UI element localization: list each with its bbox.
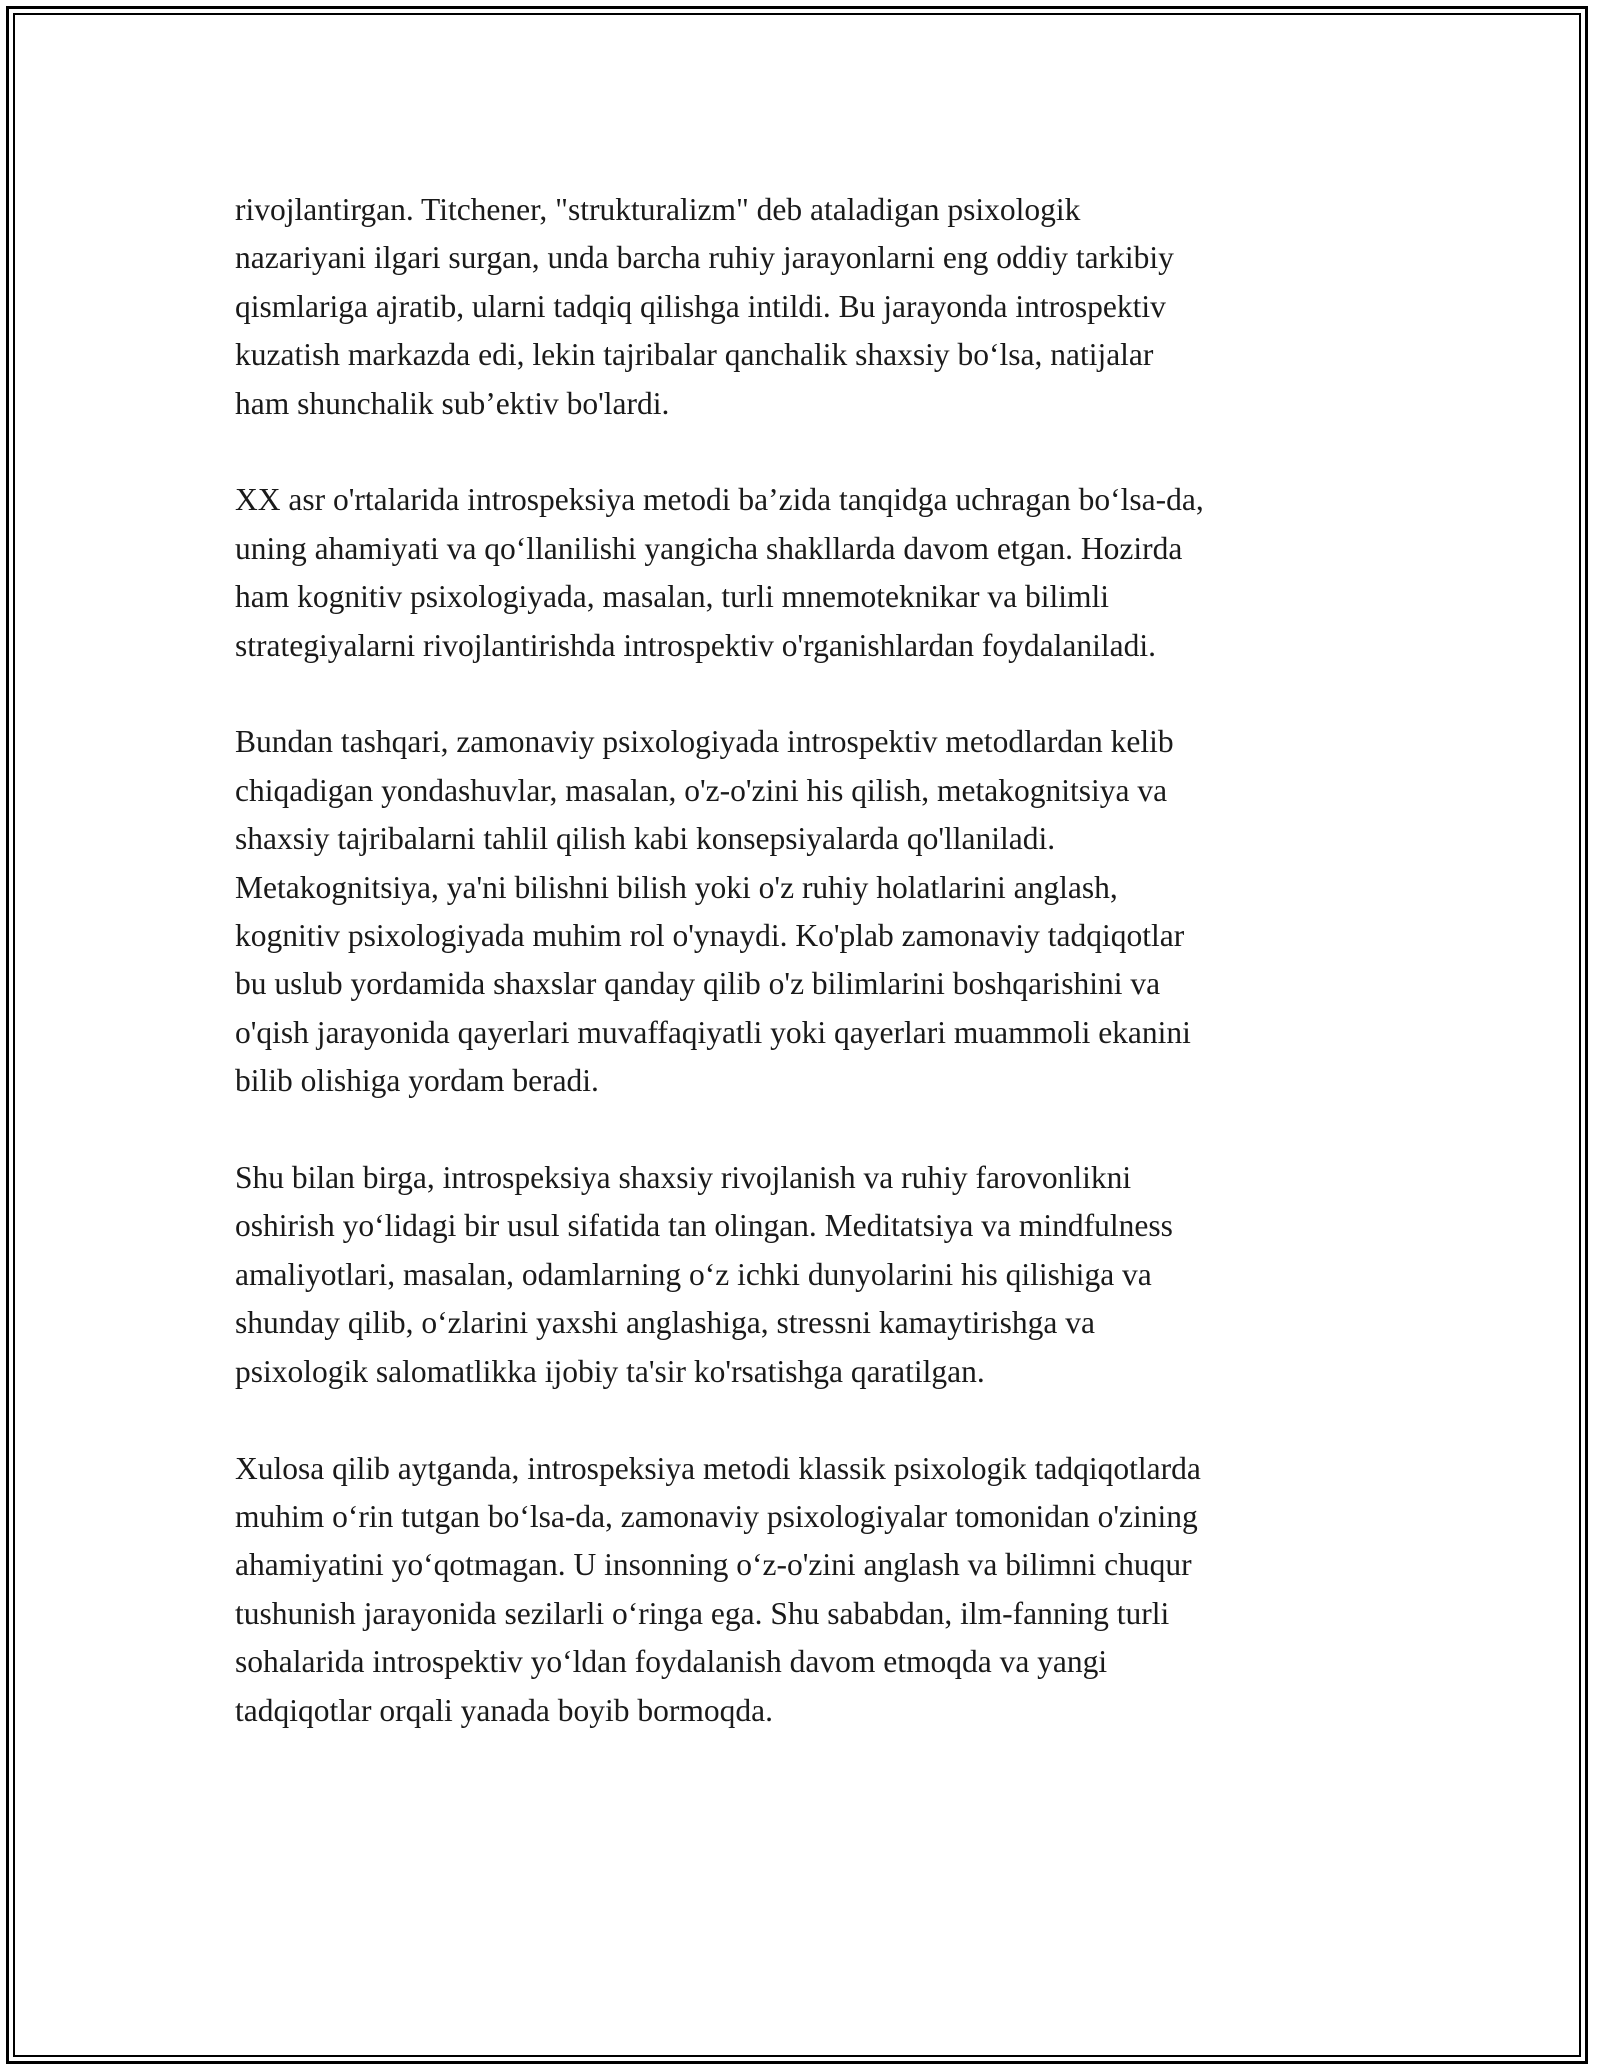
text-line: strategiyalarni rivojlantirishda introspektiv o'rganishlardan foydalaniladi. xyxy=(235,627,1156,663)
text-line: bu uslub yordamida shaxslar qanday qilib o'z bilimlarini boshqarishini va xyxy=(235,966,1161,1002)
text-line: ham shunchalik sub’ektiv bo'lardi. xyxy=(235,385,670,421)
text-line: shunday qilib, oʻzlarini yaxshi anglashiga, stressni kamaytirishga va xyxy=(235,1305,1095,1341)
text-line: tushunish jarayonida sezilarli oʻringa ega. Shu sababdan, ilm-fanning turli xyxy=(235,1595,1170,1631)
text-line: Xulosa qilib aytganda, introspeksiya metodi klassik psixologik tadqiqotlarda xyxy=(235,1450,1201,1486)
text-line: qismlariga ajratib, ularni tadqiq qilishga intildi. Bu jarayonda introspektiv xyxy=(235,288,1166,324)
text-line: Metakognitsiya, ya'ni bilishni bilish yoki o'z ruhiy holatlarini anglash, xyxy=(235,869,1118,905)
text-line: kuzatish markazda edi, lekin tajribalar qanchalik shaxsiy boʻlsa, natijalar xyxy=(235,337,1154,373)
paragraph-5 xyxy=(235,1445,1385,1735)
text-line: amaliyotlari, masalan, odamlarning oʻz ichki dunyolarini his qilishiga va xyxy=(235,1256,1152,1292)
text-line: o'qish jarayonida qayerlari muvaffaqiyatli yoki qayerlari muammoli ekanini xyxy=(235,1014,1191,1050)
paragraph-4 xyxy=(235,1154,1385,1396)
text-line: ahamiyatini yoʻqotmagan. U insonning oʻz-o'zini anglash va bilimni chuqur xyxy=(235,1547,1192,1583)
text-line: shaxsiy tajribalarni tahlil qilish kabi konsepsiyalarda qo'llaniladi. xyxy=(235,821,1056,857)
text-line: uning ahamiyati va qoʻllanilishi yangicha shakllarda davom etgan. Hozirda xyxy=(235,530,1183,566)
text-line: tadqiqotlar orqali yanada boyib bormoqda. xyxy=(235,1692,773,1728)
text-line: rivojlantirgan. Titchener, "strukturalizm" deb ataladigan psixologik xyxy=(235,192,1081,227)
text-line: muhim oʻrin tutgan boʻlsa-da, zamonaviy psixologiyalar tomonidan o'zining xyxy=(235,1498,1198,1534)
text-line: kognitiv psixologiyada muhim rol o'ynaydi. Ko'plab zamonaviy tadqiqotlar xyxy=(235,918,1185,954)
text-line: Bundan tashqari, zamonaviy psixologiyada introspektiv metodlardan kelib xyxy=(235,724,1174,760)
document-body xyxy=(235,186,1385,1783)
paragraph-2 xyxy=(235,476,1385,670)
text-line: oshirish yoʻlidagi bir usul sifatida tan olingan. Meditatsiya va mindfulness xyxy=(235,1208,1173,1244)
text-line: psixologik salomatlikka ijobiy ta'sir ko'rsatishga qaratilgan. xyxy=(235,1353,985,1389)
text-line: XX asr o'rtalarida introspeksiya metodi ba’zida tanqidga uchragan boʻlsa-da, xyxy=(235,482,1204,518)
text-line: nazariyani ilgari surgan, unda barcha ruhiy jarayonlarni eng oddiy tarkibiy xyxy=(235,240,1174,276)
text-line: chiqadigan yondashuvlar, masalan, o'z-o'zini his qilish, metakognitsiya va xyxy=(235,772,1168,808)
text-line: bilib olishiga yordam beradi. xyxy=(235,1063,599,1099)
text-line: Shu bilan birga, introspeksiya shaxsiy rivojlanish va ruhiy farovonlikni xyxy=(235,1160,1132,1196)
text-line: ham kognitiv psixologiyada, masalan, turli mnemoteknikar va bilimli xyxy=(235,579,1109,615)
text-line: sohalarida introspektiv yoʻldan foydalanish davom etmoqda va yangi xyxy=(235,1644,1108,1680)
paragraph-1 xyxy=(235,186,1385,428)
paragraph-3 xyxy=(235,718,1385,1105)
